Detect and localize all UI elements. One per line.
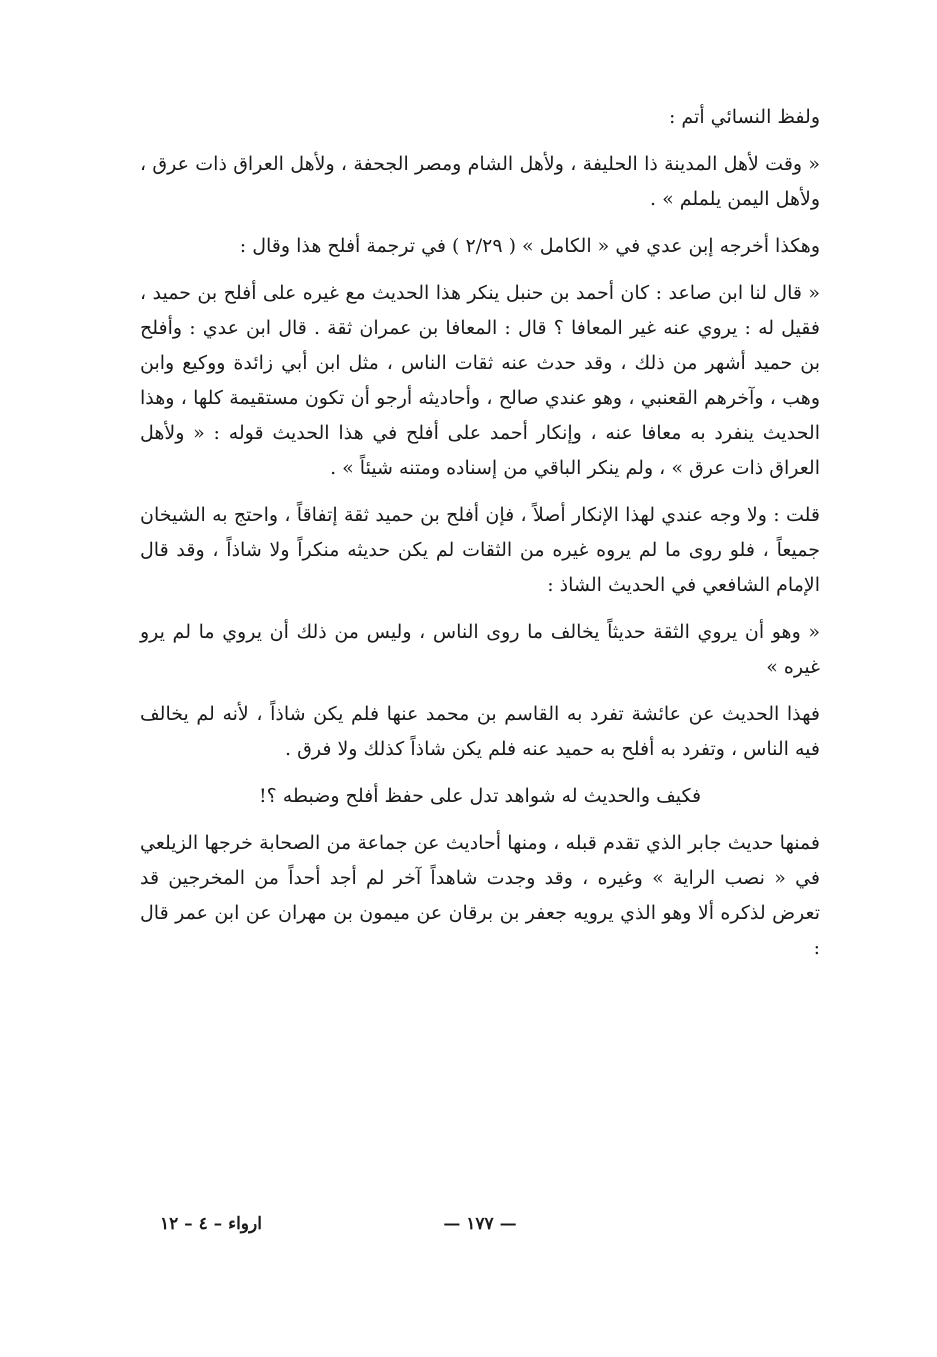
paragraph-author-comment: قلت : ولا وجه عندي لهذا الإنكار أصلاً ، فإن أفلح بن حميد ثقة إتفاقاً ، واحتج به الشيخان جميعاً ، فلو روى ما لم يروه غيره من الثقات لم يكن حديثه منكراً ولا شاذاً ، وقد قال الإمام الشافعي في الحديث الشاذ : (140, 504, 820, 596)
body-text (140, 100, 820, 978)
signature-mark: ارواء – ٤ – ١٢ (160, 1214, 262, 1234)
page-footer (140, 1208, 820, 1248)
paragraph-ibn-saed-quote: « قال لنا ابن صاعد : كان أحمد بن حنبل ينكر هذا الحديث مع غيره على أفلح بن حميد ، فقيل له : يروي عنه غير المعافا ؟ قال : المعافا بن عمران ثقة . قال ابن عدي : وأفلح بن حميد أشهر من ذلك ، وقد حدث عنه ثقات الناس ، مثل ابن أبي زائدة ووكيع وابن وهب ، وآخرهم القعنبي ، وهو عندي صالح ، وأحاديثه أرجو أن تكون مستقيمة كلها ، وهذا الحديث ينفرد به معافا عنه ، وإنكار أحمد على أفلح في هذا الحديث قوله : « ولأهل العراق ذات عرق » ، ولم ينكر الباقي من إسناده ومتنه شيئاً » . (140, 282, 820, 479)
page-number: — ١٧٧ — (443, 1214, 517, 1234)
paragraph-shafii-quote: « وهو أن يروي الثقة حديثاً يخالف ما روى الناس ، وليس من ذلك أن يروي ما لم يرو غيره » (140, 621, 820, 678)
paragraph-ibn-adi: وهكذا أخرجه إبن عدي في « الكامل » ( ٢/٢٩ ) في ترجمة أفلح هذا وقال : (239, 235, 820, 257)
paragraph-aisha-hadith: فهذا الحديث عن عائشة تفرد به القاسم بن محمد عنها فلم يكن شاذاً ، لأنه لم يخالف فيه الناس ، وتفرد به أفلح به حميد عنه فلم يكن شاذاً كذلك ولا فرق . (140, 703, 820, 760)
paragraph-question: فكيف والحديث له شواهد تدل على حفظ أفلح وضبطه ؟! (258, 785, 702, 807)
paragraph-hadith-quote: « وقت لأهل المدينة ذا الحليفة ، ولأهل الشام ومصر الجحفة ، ولأهل العراق ذات عرق ، ولأهل اليمن يلملم » . (140, 153, 820, 210)
paragraph-intro: ولفظ النسائي أتم : (668, 106, 820, 128)
paragraph-witnesses: فمنها حديث جابر الذي تقدم قبله ، ومنها أحاديث عن جماعة من الصحابة خرجها الزيلعي في « نصب الراية » وغيره ، وقد وجدت شاهداً آخر لم أجد أحداً من المخرجين قد تعرض لذكره ألا وهو الذي يرويه جعفر بن برقان عن ميمون بن مهران عن ابن عمر قال : (140, 832, 820, 959)
